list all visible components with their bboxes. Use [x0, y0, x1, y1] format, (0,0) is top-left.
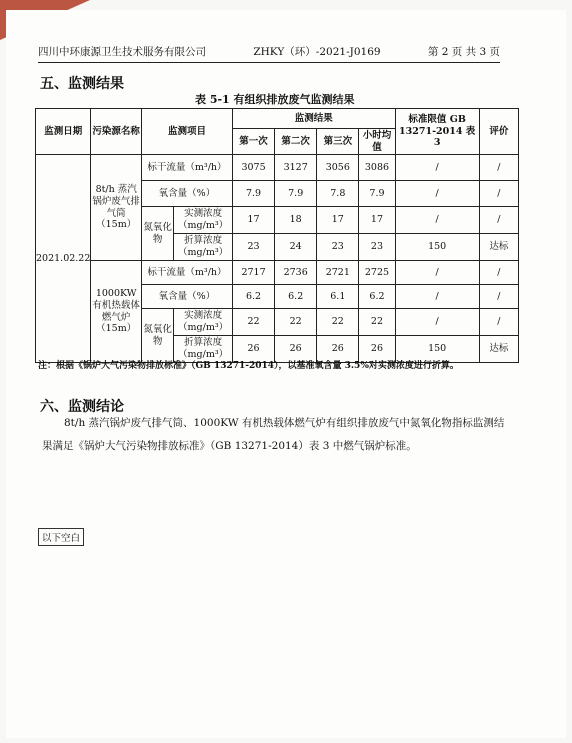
item-converted: 折算浓度（mg/m³） [174, 336, 233, 363]
header-result: 监测结果 [232, 109, 395, 129]
page-number: 第 2 页 共 3 页 [427, 46, 500, 58]
end-mark: 以下空白 [38, 528, 84, 546]
table-cell: 26 [275, 336, 317, 363]
item-oxygen: 氧含量（%） [141, 285, 232, 309]
table-cell: 3086 [359, 155, 395, 181]
table-note: 注：根据《锅炉大气污染物排放标准》（GB 13271-2014），以基准氧含量 3.5%对实测浓度进行折算。 [38, 361, 459, 371]
item-flow: 标干流量（m³/h） [141, 155, 232, 181]
table-cell: 7.9 [359, 181, 395, 207]
table-cell: 17 [317, 207, 359, 234]
table-cell: 7.9 [275, 181, 317, 207]
company-name: 四川中环康源卫生技术服务有限公司 [38, 46, 206, 58]
table-cell: 26 [317, 336, 359, 363]
source-1: 8t/h 蒸汽锅炉废气排气筒（15m） [91, 155, 142, 261]
limit-cell: / [395, 261, 479, 285]
table-cell: 23 [359, 234, 395, 261]
limit-cell: / [395, 285, 479, 309]
table-cell: 6.1 [317, 285, 359, 309]
eval-cell: / [479, 207, 518, 234]
limit-cell: / [395, 207, 479, 234]
limit-cell: / [395, 181, 479, 207]
header-hour-avg: 小时均值 [359, 129, 395, 155]
header-round-3: 第三次 [317, 129, 359, 155]
results-table [35, 108, 519, 363]
table-cell: 2717 [232, 261, 274, 285]
table-cell: 23 [232, 234, 274, 261]
limit-cell: 150 [395, 336, 479, 363]
eval-cell: / [479, 285, 518, 309]
table-cell: 6.2 [359, 285, 395, 309]
item-oxygen: 氧含量（%） [141, 181, 232, 207]
eval-cell: / [479, 309, 518, 336]
table-cell: 17 [359, 207, 395, 234]
limit-cell: / [395, 309, 479, 336]
eval-cell: / [479, 155, 518, 181]
table-caption: 表 5-1 有组织排放废气监测结果 [195, 93, 355, 106]
eval-cell: / [479, 181, 518, 207]
table-cell: 22 [232, 309, 274, 336]
table-cell: 3127 [275, 155, 317, 181]
item-nox: 氮氧化物 [141, 207, 173, 261]
header-round-2: 第二次 [275, 129, 317, 155]
table-cell: 6.2 [275, 285, 317, 309]
item-nox: 氮氧化物 [141, 309, 173, 363]
table-cell: 7.9 [232, 181, 274, 207]
header-limit: 标准限值 GB 13271-2014 表 3 [395, 109, 479, 155]
item-flow: 标干流量（m³/h） [141, 261, 232, 285]
table-cell: 23 [317, 234, 359, 261]
table-cell: 24 [275, 234, 317, 261]
table-cell: 17 [232, 207, 274, 234]
header-item: 监测项目 [141, 109, 232, 155]
header-round-1: 第一次 [232, 129, 274, 155]
limit-cell: / [395, 155, 479, 181]
table-cell: 18 [275, 207, 317, 234]
table-cell: 22 [317, 309, 359, 336]
report-number: ZHKY（环）-2021-J0169 [253, 46, 381, 58]
table-cell: 7.8 [317, 181, 359, 207]
table-cell: 3056 [317, 155, 359, 181]
eval-cell: 达标 [479, 336, 518, 363]
table-cell: 3075 [232, 155, 274, 181]
conclusion-paragraph: 8t/h 蒸汽锅炉废气排气筒、1000KW 有机热载体燃气炉有组织排放废气中氮氧化物指标监测结果满足《锅炉大气污染物排放标准》（GB 13271-2014）表 3 中燃气锅炉标准。 [42, 417, 505, 452]
table-cell: 26 [232, 336, 274, 363]
section-6-title: 六、监测结论 [40, 399, 124, 415]
source-2: 1000KW 有机热载体燃气炉（15m） [91, 261, 142, 363]
table-cell: 2721 [317, 261, 359, 285]
item-measured: 实测浓度（mg/m³） [174, 309, 233, 336]
section-5-title: 五、监测结果 [40, 76, 124, 92]
item-converted: 折算浓度（mg/m³） [174, 234, 233, 261]
eval-cell: 达标 [479, 234, 518, 261]
item-measured: 实测浓度（mg/m³） [174, 207, 233, 234]
limit-cell: 150 [395, 234, 479, 261]
table-cell: 26 [359, 336, 395, 363]
page-header [38, 44, 500, 63]
header-eval: 评价 [479, 109, 518, 155]
table-cell: 22 [359, 309, 395, 336]
eval-cell: / [479, 261, 518, 285]
table-cell: 2725 [359, 261, 395, 285]
sample-date: 2021.02.22 [36, 155, 91, 363]
table-cell: 2736 [275, 261, 317, 285]
header-date: 监测日期 [36, 109, 91, 155]
header-source: 污染源名称 [91, 109, 142, 155]
table-cell: 6.2 [232, 285, 274, 309]
table-cell: 22 [275, 309, 317, 336]
